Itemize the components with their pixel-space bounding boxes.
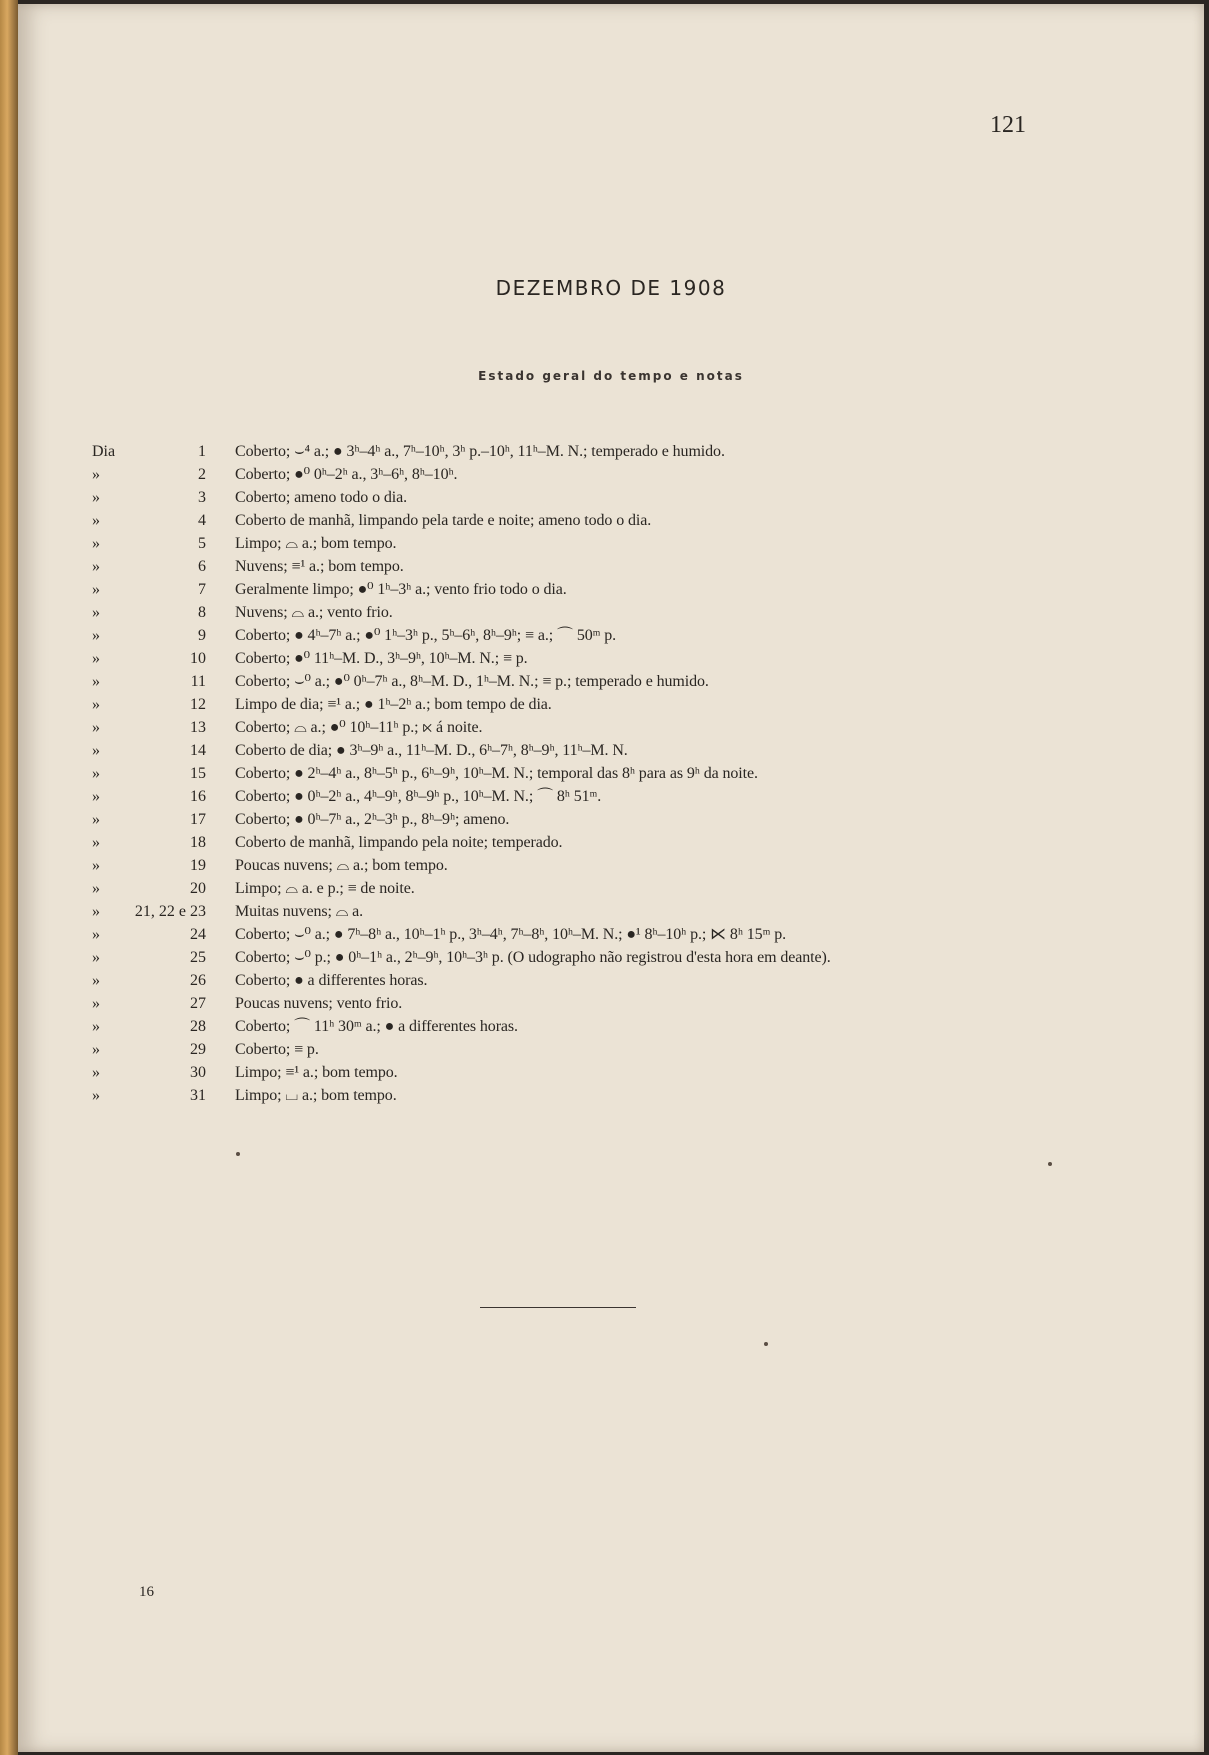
entry-day: 11: [190, 673, 206, 690]
entry-label: »: [92, 489, 100, 506]
entry-note: Coberto; ● 4ʰ–7ʰ a.; ●⁰ 1ʰ–3ʰ p., 5ʰ–6ʰ, 8ʰ–9ʰ; ≡ a.; ⌒ 50ᵐ p.: [235, 627, 617, 644]
entry-label: »: [92, 512, 100, 529]
entry-day: 5: [198, 535, 206, 552]
entry-label: »: [92, 1018, 100, 1035]
entry-label: »: [92, 627, 100, 644]
speck: [236, 1152, 240, 1156]
footer-rule: [480, 1307, 636, 1308]
entry-note: Coberto; ⌓ a.; ●⁰ 10ʰ–11ʰ p.; ⋉ á noite.: [235, 719, 483, 736]
entry-note: Coberto; ⌣⁰ a.; ● 7ʰ–8ʰ a., 10ʰ–1ʰ p., 3ʰ–4ʰ, 7ʰ–8ʰ, 10ʰ–M. N.; ●¹ 8ʰ–10ʰ p.; ⋉ 8ʰ 15ᵐ p.: [235, 926, 786, 943]
entry-note: Limpo; ≡¹ a.; bom tempo.: [235, 1064, 398, 1081]
entry-day: 3: [198, 489, 206, 506]
entry-note: Coberto; ● 0ʰ–7ʰ a., 2ʰ–3ʰ p., 8ʰ–9ʰ; ameno.: [235, 811, 510, 828]
entry-note: Coberto; ameno todo o dia.: [235, 489, 408, 506]
entry-row: [18, 1061, 1204, 1084]
entry-label: »: [92, 995, 100, 1012]
entry-day: 12: [190, 696, 206, 713]
entry-day: 16: [190, 788, 206, 805]
entry-row: [18, 486, 1204, 509]
entry-row: [18, 762, 1204, 785]
entry-row: [18, 532, 1204, 555]
entry-row: [18, 808, 1204, 831]
section-subtitle: Estado geral do tempo e notas: [478, 369, 744, 383]
entry-day: 18: [190, 834, 206, 851]
entry-label: »: [92, 880, 100, 897]
entry-day: 31: [190, 1087, 206, 1104]
entry-label: »: [92, 811, 100, 828]
entry-note: Muitas nuvens; ⌓ a.: [235, 903, 364, 920]
entry-row: [18, 900, 1204, 923]
entry-note: Coberto; ●⁰ 0ʰ–2ʰ a., 3ʰ–6ʰ, 8ʰ–10ʰ.: [235, 466, 458, 483]
entry-day: 21, 22 e 23: [134, 903, 206, 920]
document-page: [18, 4, 1204, 1752]
entry-label: »: [92, 696, 100, 713]
entry-day: 2: [198, 466, 206, 483]
entry-label: »: [92, 581, 100, 598]
entry-label: »: [92, 949, 100, 966]
entry-note: Geralmente limpo; ●⁰ 1ʰ–3ʰ a.; vento frio todo o dia.: [235, 581, 567, 598]
entry-label: »: [92, 742, 100, 759]
entry-day: 10: [190, 650, 206, 667]
entry-note: Limpo; ⌓ a.; bom tempo.: [235, 535, 397, 552]
speck: [764, 1342, 768, 1346]
entry-day: 4: [198, 512, 206, 529]
entry-label: »: [92, 673, 100, 690]
entry-label: »: [92, 604, 100, 621]
entry-label: »: [92, 834, 100, 851]
entry-row: [18, 785, 1204, 808]
entry-row: [18, 877, 1204, 900]
entry-note: Limpo; ⌓ a. e p.; ≡ de noite.: [235, 880, 415, 897]
entry-day: 27: [190, 995, 206, 1012]
entry-note: Coberto; ⌒ 11ʰ 30ᵐ a.; ● a differentes horas.: [235, 1018, 518, 1035]
entry-row: [18, 946, 1204, 969]
entry-label: »: [92, 558, 100, 575]
page-title: DEZEMBRO DE 1908: [495, 276, 727, 300]
entry-day: 17: [190, 811, 206, 828]
entry-label: »: [92, 1087, 100, 1104]
entry-row: [18, 739, 1204, 762]
entry-label: »: [92, 466, 100, 483]
entry-day: 15: [190, 765, 206, 782]
entry-note: Limpo; ⌴ a.; bom tempo.: [235, 1087, 397, 1104]
entry-row: [18, 1015, 1204, 1038]
signature-mark: 16: [139, 1584, 154, 1600]
entry-day: 30: [190, 1064, 206, 1081]
entry-note: Nuvens; ⌓ a.; vento frio.: [235, 604, 393, 621]
entry-row: [18, 463, 1204, 486]
entry-row: [18, 647, 1204, 670]
entry-row: [18, 1084, 1204, 1107]
entry-row: [18, 601, 1204, 624]
entry-label: »: [92, 972, 100, 989]
entry-day: 20: [190, 880, 206, 897]
entry-row: [18, 831, 1204, 854]
entry-note: Coberto de dia; ● 3ʰ–9ʰ a., 11ʰ–M. D., 6ʰ–7ʰ, 8ʰ–9ʰ, 11ʰ–M. N.: [235, 742, 628, 759]
entry-row: [18, 578, 1204, 601]
entry-day: 25: [190, 949, 206, 966]
entry-note: Coberto; ● a differentes horas.: [235, 972, 428, 989]
entry-day: 1: [198, 443, 206, 460]
entry-day: 9: [198, 627, 206, 644]
entry-day: 28: [190, 1018, 206, 1035]
entry-label: »: [92, 1041, 100, 1058]
entry-note: Coberto; ● 0ʰ–2ʰ a., 4ʰ–9ʰ, 8ʰ–9ʰ p., 10ʰ–M. N.; ⌒ 8ʰ 51ᵐ.: [235, 788, 602, 805]
entry-note: Coberto; ●⁰ 11ʰ–M. D., 3ʰ–9ʰ, 10ʰ–M. N.; ≡ p.: [235, 650, 528, 667]
entry-label: »: [92, 788, 100, 805]
entry-note: Coberto; ⌣⁰ a.; ●⁰ 0ʰ–7ʰ a., 8ʰ–M. D., 1ʰ–M. N.; ≡ p.; temperado e humido.: [235, 673, 709, 690]
entry-row: [18, 992, 1204, 1015]
entry-label: »: [92, 719, 100, 736]
entry-note: Coberto; ⌣⁰ p.; ● 0ʰ–1ʰ a., 2ʰ–9ʰ, 10ʰ–3ʰ p. (O udographo não registrou d'esta hora em deante).: [235, 949, 831, 966]
entry-label: »: [92, 650, 100, 667]
entry-day: 6: [198, 558, 206, 575]
entry-label: »: [92, 765, 100, 782]
entry-label: »: [92, 857, 100, 874]
entry-day: 29: [190, 1041, 206, 1058]
entry-row: [18, 693, 1204, 716]
entry-note: Coberto; ● 2ʰ–4ʰ a., 8ʰ–5ʰ p., 6ʰ–9ʰ, 10ʰ–M. N.; temporal das 8ʰ para as 9ʰ da noite.: [235, 765, 758, 782]
entry-label: »: [92, 535, 100, 552]
entry-label: »: [92, 926, 100, 943]
page-number: 121: [990, 112, 1026, 138]
entry-row: [18, 670, 1204, 693]
entry-day: 8: [198, 604, 206, 621]
entry-day: 13: [190, 719, 206, 736]
entry-row: [18, 1038, 1204, 1061]
entry-row: [18, 923, 1204, 946]
entry-note: Poucas nuvens; vento frio.: [235, 995, 403, 1012]
entry-row: [18, 624, 1204, 647]
speck: [1048, 1162, 1052, 1166]
entry-note: Nuvens; ≡¹ a.; bom tempo.: [235, 558, 404, 575]
entry-note: Coberto de manhã, limpando pela noite; temperado.: [235, 834, 563, 851]
entry-note: Coberto; ≡ p.: [235, 1041, 319, 1058]
entry-note: Coberto; ⌣⁴ a.; ● 3ʰ–4ʰ a., 7ʰ–10ʰ, 3ʰ p.–10ʰ, 11ʰ–M. N.; temperado e humido.: [235, 443, 725, 460]
entry-row: [18, 854, 1204, 877]
entry-row: [18, 969, 1204, 992]
entry-day: 14: [190, 742, 206, 759]
entry-day: 19: [190, 857, 206, 874]
entry-note: Poucas nuvens; ⌓ a.; bom tempo.: [235, 857, 448, 874]
book-spine: [0, 0, 18, 1755]
entry-label: »: [92, 1064, 100, 1081]
entry-row: [18, 509, 1204, 532]
entry-label: »: [92, 903, 100, 920]
entry-label: Dia: [92, 443, 116, 460]
entry-note: Coberto de manhã, limpando pela tarde e noite; ameno todo o dia.: [235, 512, 652, 529]
entry-note: Limpo de dia; ≡¹ a.; ● 1ʰ–2ʰ a.; bom tempo de dia.: [235, 696, 552, 713]
entry-day: 7: [198, 581, 206, 598]
entry-row: [18, 716, 1204, 739]
entry-row: [18, 555, 1204, 578]
entry-day: 26: [190, 972, 206, 989]
entry-row: [18, 440, 1204, 463]
entry-day: 24: [190, 926, 206, 943]
